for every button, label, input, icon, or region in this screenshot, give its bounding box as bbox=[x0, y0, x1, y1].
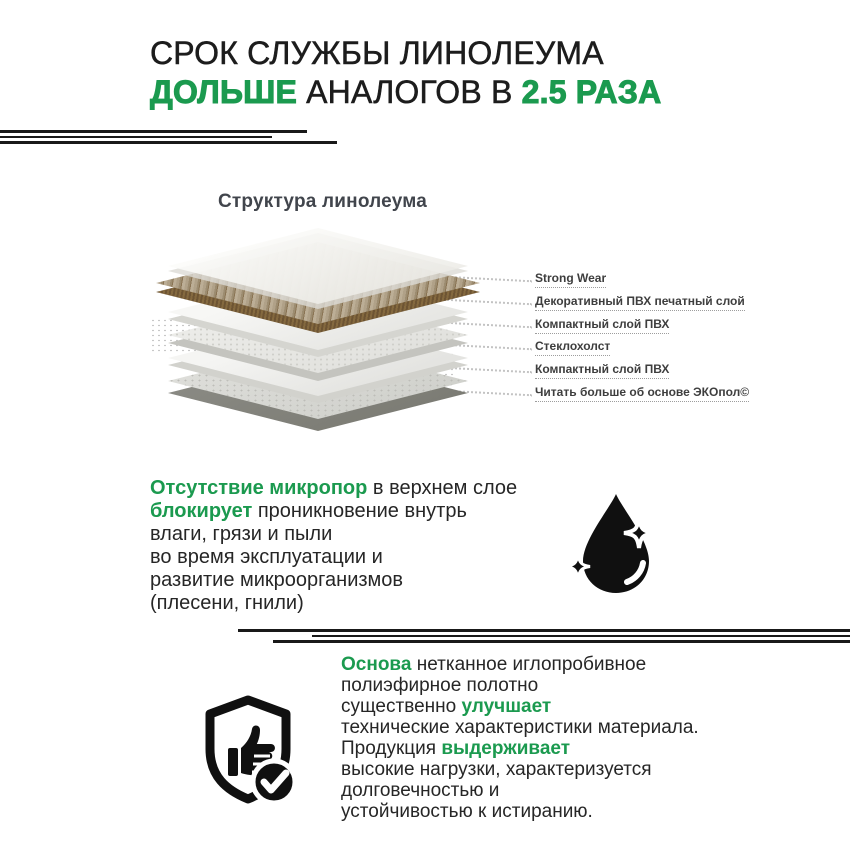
page-title bbox=[150, 34, 661, 112]
base-text-block bbox=[341, 654, 699, 822]
accent-line-top-3 bbox=[0, 141, 337, 144]
label-compact-pvc-upper: Компактный слой ПВХ bbox=[535, 317, 669, 334]
text-line bbox=[341, 738, 699, 759]
highlight-blocks: блокирует bbox=[150, 500, 253, 522]
text-line-rest: в верхнем слое bbox=[367, 477, 518, 499]
text-line: влаги, грязи и пыли bbox=[150, 523, 333, 545]
label-fiberglass: Стеклохолст bbox=[535, 339, 610, 356]
highlight-base: Основа bbox=[341, 654, 412, 675]
text-line bbox=[341, 696, 699, 717]
accent-line-mid-1 bbox=[238, 629, 850, 632]
text-line: высокие нагрузки, характеризуется bbox=[341, 759, 652, 780]
text-line: долговечностью и bbox=[341, 780, 500, 801]
page-title-line2 bbox=[150, 73, 661, 112]
accent-line-mid-2 bbox=[312, 635, 850, 637]
text-line-rest: нетканное иглопробивное bbox=[411, 654, 647, 675]
text-line-pre: Продукция bbox=[341, 738, 442, 759]
highlight-withstands: выдерживает bbox=[441, 738, 571, 759]
text-line bbox=[150, 477, 517, 500]
shield-thumbs-up-check-icon bbox=[198, 693, 300, 807]
title-highlight-longer: ДОЛЬШЕ bbox=[150, 74, 298, 110]
text-line: во время эксплуатации и bbox=[150, 546, 383, 568]
title-middle-text: АНАЛОГОВ В bbox=[297, 74, 522, 110]
text-line bbox=[150, 500, 517, 523]
highlight-improves: улучшает bbox=[461, 696, 552, 717]
accent-line-top-2 bbox=[0, 136, 272, 138]
label-compact-pvc-lower: Компактный слой ПВХ bbox=[535, 362, 669, 379]
label-decorative-pvc: Декоративный ПВХ печатный слой bbox=[535, 294, 745, 311]
linoleum-layer-stack-diagram bbox=[148, 222, 493, 432]
text-line: (плесени, гнили) bbox=[150, 592, 304, 614]
layer-strong-wear bbox=[168, 228, 468, 304]
highlight-no-micropores: Отсутствие микропор bbox=[150, 477, 368, 499]
text-line: полиэфирное полотно bbox=[341, 675, 539, 696]
layer-face bbox=[168, 228, 468, 304]
text-line: устойчивостью к истиранию. bbox=[341, 801, 593, 822]
text-line: развитие микроорганизмов bbox=[150, 569, 404, 591]
accent-line-mid-3 bbox=[273, 640, 850, 643]
page-title-line1: СРОК СЛУЖБЫ ЛИНОЛЕУМА bbox=[150, 35, 604, 71]
title-highlight-ratio: 2.5 РАЗА bbox=[521, 74, 662, 110]
micropores-text-block bbox=[150, 477, 517, 615]
text-line: технические характеристики материала. bbox=[341, 717, 699, 738]
sparkling-water-drop-icon bbox=[563, 488, 663, 598]
text-line-rest: проникновение внутрь bbox=[252, 500, 467, 522]
text-line-pre: существенно bbox=[341, 696, 462, 717]
link-read-more-ecopol[interactable]: Читать больше об основе ЭКОпол© bbox=[535, 385, 749, 402]
label-strong-wear: Strong Wear bbox=[535, 271, 606, 288]
accent-line-top-1 bbox=[0, 130, 307, 133]
diagram-title: Структура линолеума bbox=[218, 191, 427, 212]
text-line bbox=[341, 654, 699, 675]
